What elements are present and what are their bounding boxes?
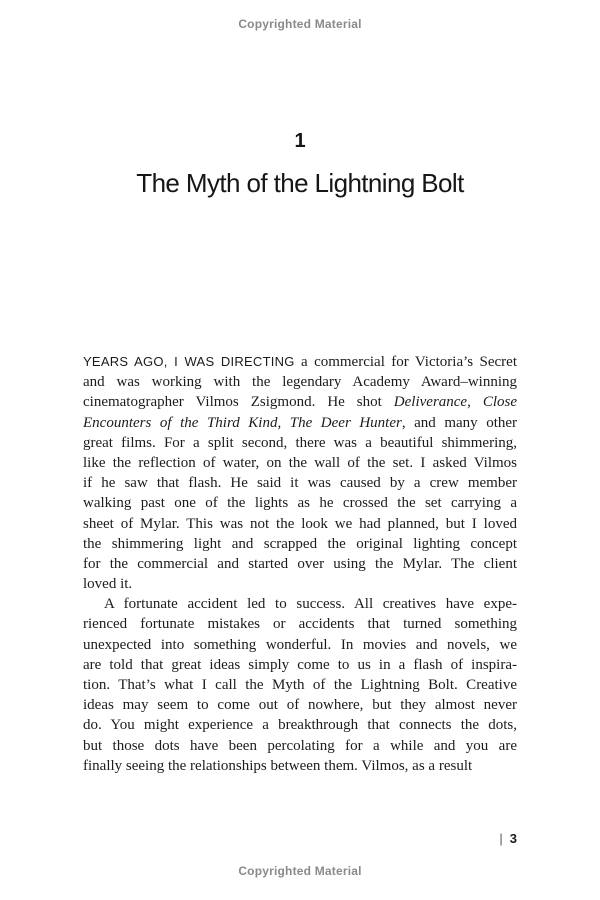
body-line: like the reflection of water, on the wall of the set. I asked Vilmos: [83, 454, 517, 471]
body-line: but those dots have been percolating for a while and you are: [83, 737, 517, 754]
body-line: sheet of Mylar. This was not the look we had planned, but I loved: [83, 515, 517, 532]
body-line: do. You might experience a breakthrough that connects the dots,: [83, 717, 517, 734]
page-number: 3: [509, 831, 517, 846]
body-line: if he saw that flash. He said it was caused by a crew member: [83, 475, 517, 492]
page-folio: [499, 831, 517, 846]
body-line: loved it.: [83, 576, 133, 593]
body-line: are told that great ideas simply come to us in a flash of inspira-: [83, 656, 517, 673]
body-text: [83, 352, 517, 776]
body-line: unexpected into something wonderful. In movies and novels, we: [83, 636, 517, 653]
body-line: ideas may seem to come out of nowhere, but they almost never: [83, 697, 517, 714]
body-line: tion. That’s what I call the Myth of the Lightning Bolt. Creative: [83, 677, 517, 693]
chapter-number: 1: [294, 130, 306, 152]
body-line: A fortunate accident led to success. All creatives have expe-: [104, 596, 517, 613]
chapter-title: The Myth of the Lightning Bolt: [136, 168, 464, 198]
folio-separator: |: [499, 831, 503, 846]
copyright-notice-top: Copyrighted Material: [238, 17, 362, 31]
body-line: rienced fortunate mistakes or accidents that turned something: [83, 616, 517, 633]
body-line: cinematographer Vilmos Zsigmond. He shot Deliverance, Close: [83, 394, 517, 411]
body-line: walking past one of the lights as he crossed the set carrying a: [83, 495, 517, 512]
body-line: YEARS AGO, I WAS DIRECTING a commercial for Victoria’s Secret: [83, 354, 517, 370]
body-line: and was working with the legendary Academy Award–winning: [83, 374, 517, 391]
body-line: finally seeing the relationships between them. Vilmos, as a result: [83, 757, 473, 774]
body-line: the shimmering light and scrapped the original lighting concept: [83, 535, 517, 552]
body-line: great films. For a split second, there was a beautiful shimmering,: [83, 434, 517, 451]
body-line: Encounters of the Third Kind, The Deer Hunter, and many other: [83, 414, 517, 431]
copyright-notice-bottom: Copyrighted Material: [238, 864, 362, 878]
body-line: for the commercial and started over using the Mylar. The client: [83, 555, 517, 572]
